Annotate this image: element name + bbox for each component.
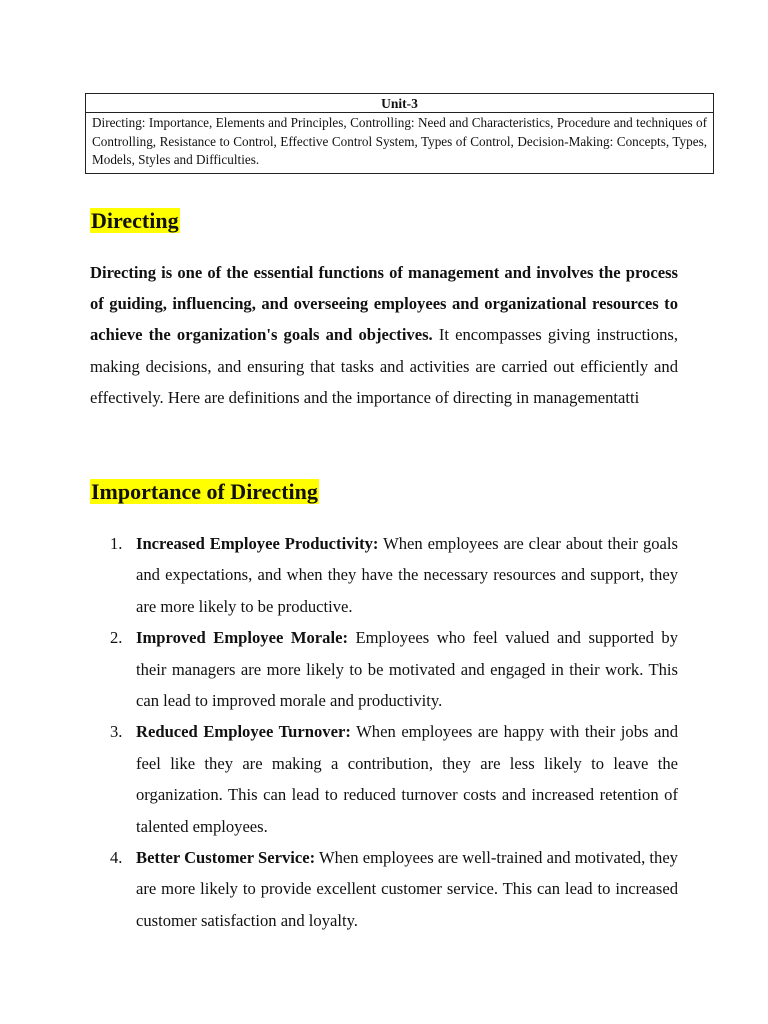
syllabus-text: Concepts, Types, Models, Styles and Difficulties. — [92, 133, 707, 167]
importance-heading — [90, 478, 319, 506]
directing-heading-text: Directing — [91, 208, 179, 233]
list-item-term: Better Customer Service: — [136, 848, 316, 868]
syllabus-term: Decision-Making: — [517, 133, 614, 149]
directing-heading — [90, 207, 180, 235]
syllabus-term: Controlling: — [350, 115, 415, 130]
unit-title: Unit-3 — [86, 94, 713, 113]
list-item-number: 1. — [110, 534, 123, 553]
intro-rest-text: It encompasses giving instructions, making decisions, and ensuring that tasks and activities are carried out efficiently and effectively. Here are definitions and the importance of directing in managementatti — [90, 325, 678, 407]
list-item-number: 4. — [110, 848, 123, 868]
importance-list — [90, 528, 678, 936]
list-item-number: 2. — [110, 628, 123, 648]
list-item — [90, 528, 678, 622]
syllabus-term: Directing: — [92, 115, 146, 130]
directing-intro-paragraph — [90, 257, 678, 413]
list-item — [90, 842, 678, 936]
unit-syllabus-text — [86, 113, 713, 173]
list-item-term: Reduced Employee Turnover: — [136, 722, 351, 742]
list-item-text: When employees are well-trained and motivated, they are more likely to provide excellent customer service. This can lead to increased customer satisfaction and loyalty. — [136, 848, 678, 930]
syllabus-text: Need and Characteristics, Procedure and techniques of Controlling, Resistance to Control, Effective Control System, Types of Control, — [92, 115, 707, 149]
list-item-term: Improved Employee Morale: — [136, 628, 348, 648]
list-item-text: When employees are happy with their jobs and feel like they are making a contribution, they are less likely to leave the organization. This can lead to reduced turnover costs and increased retention of talented employees. — [136, 722, 678, 836]
list-item-term: Increased Employee Productivity: — [136, 534, 379, 553]
list-item-number: 3. — [110, 722, 123, 742]
list-item-text: Employees who feel valued and supported by their managers are more likely to be motivated and engaged in their work. This can lead to improved morale and productivity. — [136, 628, 679, 711]
intro-bold-text: Directing is one of the essential functions of management and involves the process of guiding, influencing, and overseeing employees and organizational resources to achieve the organization's goals and objectives. — [90, 263, 678, 345]
syllabus-text: Importance, Elements and Principles, — [145, 115, 351, 130]
importance-heading-text: Importance of Directing — [91, 479, 318, 504]
list-item-text: When employees are clear about their goals and expectations, and when they have the necessary resources and support, they are more likely to be productive. — [136, 534, 678, 616]
list-item — [90, 622, 678, 716]
unit-syllabus-box — [85, 93, 714, 174]
list-item — [90, 716, 678, 842]
